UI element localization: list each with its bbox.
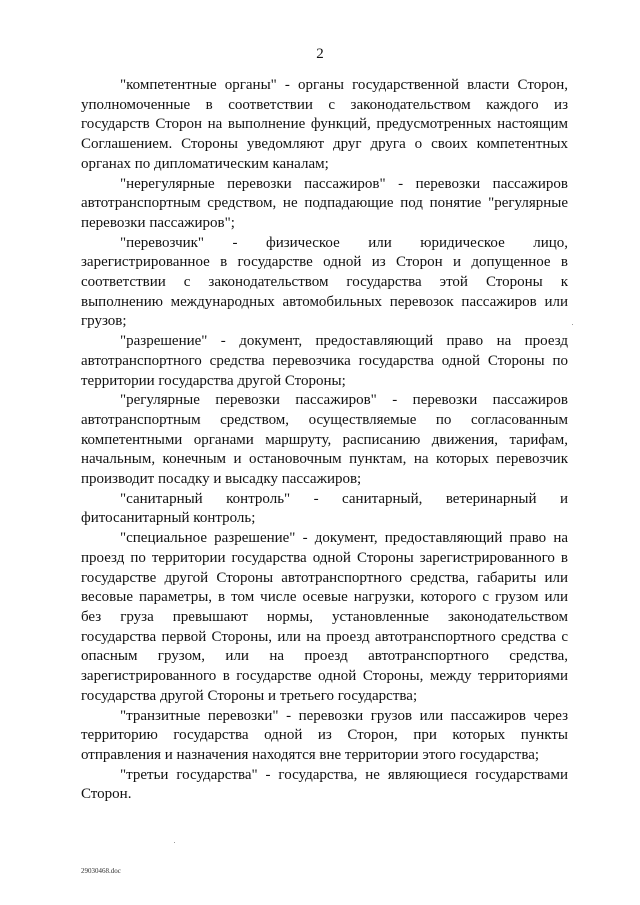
footer-filename: 29030468.doc: [81, 867, 121, 875]
definition-sanitary-control: "санитарный контроль" - санитарный, ветеринарный и фитосанитарный контроль;: [81, 490, 568, 527]
definition-competent-authorities: "компетентные органы" - органы государственной власти Сторон, уполномоченные в соответствии с законодательством каждого из государств Сторон на выполнение функций, предусмотренных настоящим Соглашением. Стороны уведомляют друг друга о своих компетентных органах по дипломатическим каналам;: [81, 77, 568, 172]
scan-speck: [174, 842, 175, 843]
definition-permit: "разрешение" - документ, предоставляющий право на проезд автотранспортного средства перевозчика государства одной Стороны по территории государства другой Стороны;: [81, 333, 568, 389]
definition-transit-transport: "транзитные перевозки" - перевозки грузов или пассажиров через территорию государства одной из Сторон, при которых пункты отправления и назначения находятся вне территории этого государства;: [81, 707, 568, 763]
scan-speck: [572, 324, 573, 325]
definition-special-permit: "специальное разрешение" - документ, предоставляющий право на проезд по территории государства одной Стороны зарегистрированного в государстве другой Стороны автотранспортного средства, габариты или весовые параметры, в том числе осевые нагрузки, которого с грузом или без груза превышают нормы, установленные законодательством государства первой Стороны, или на проезд автотранспортного средства с опасным грузом, или на проезд автотранспортного средства, зарегистрированного в государстве одной Стороны, между территориями государства другой Стороны и третьего государства;: [81, 530, 568, 704]
definition-irregular-passenger-transport: "нерегулярные перевозки пассажиров" - перевозки пассажиров автотранспортным средством, не подпадающие под понятие "регулярные перевозки пассажиров";: [81, 175, 568, 231]
document-body: [81, 76, 568, 805]
definition-carrier: "перевозчик" - физическое или юридическое лицо, зарегистрированное в государстве одной из Сторон и допущенное в соответствии с законодательством государства этой Стороны к выполнению международных автомобильных перевозок пассажиров или грузов;: [81, 234, 568, 330]
definition-regular-passenger-transport: "регулярные перевозки пассажиров" - перевозки пассажиров автотранспортным средством, осуществляемые по согласованным компетентными органами маршруту, расписанию движения, тарифам, начальным, конечным и остановочным пунктам, на которых перевозчик производит посадку и высадку пассажиров;: [81, 392, 568, 488]
definition-third-states: "третьи государства" - государства, не являющиеся государствами Сторон.: [81, 766, 568, 803]
page-number: 2: [316, 46, 324, 62]
